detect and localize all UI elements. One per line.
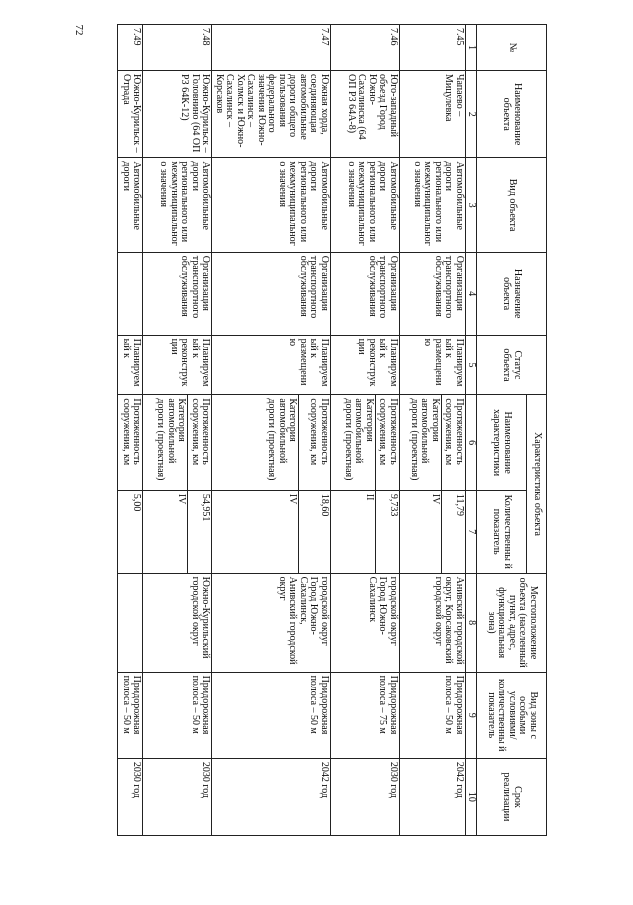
row-char1-name: Протяженность сооружения, км <box>188 395 212 490</box>
header-kind: Вид объекта <box>477 158 547 252</box>
row-zone: Придорожная полоса – 50 м <box>400 672 466 758</box>
row-name: Чапаево – Мицулевка <box>400 71 466 158</box>
row-char2-name: Категория автомобильной дороги (проектная) <box>143 395 188 490</box>
row-zone: Придорожная полоса – 50 м <box>212 672 331 758</box>
row-char1-value: 54,951 <box>188 490 212 573</box>
row-status: Планируем ый к реконструк ции <box>143 335 212 395</box>
row-char2-value: IV <box>400 490 442 573</box>
row-purpose: Организация транспортного обслуживания <box>400 252 466 335</box>
row-char1-name: Протяженность сооружения, км <box>299 395 331 490</box>
row-purpose: Организация транспортного обслуживания <box>212 252 331 335</box>
row-term: 2030 год <box>143 758 212 835</box>
row-status: Планируем ый к <box>118 335 143 395</box>
row-term: 2042 год <box>212 758 331 835</box>
row-name: Южно-Курильск – Головнино (64 ОП РЗ 64К-12) <box>143 71 212 158</box>
rotated-table-wrapper <box>121 24 547 836</box>
row-zone: Придорожная полоса – 75 м <box>331 672 400 758</box>
row-kind: Автомобильные дороги регионального или межмуниципального значения <box>331 158 400 252</box>
row-location <box>118 573 143 672</box>
col-number: 3 <box>466 158 477 252</box>
row-kind: Автомобильные дороги регионального или межмуниципального значения <box>212 158 331 252</box>
row-char2-value: II <box>331 490 376 573</box>
row-location: Анивский городской округ, Корсаковский городской округ <box>400 573 466 672</box>
table-row <box>299 25 331 836</box>
objects-table <box>118 24 548 836</box>
row-purpose: Организация транспортного обслуживания <box>143 252 212 335</box>
row-term: 2030 год <box>331 758 400 835</box>
page-number-text: 72 <box>73 24 85 36</box>
row-kind: Автомобильные дороги <box>118 158 143 252</box>
row-location: городской округ Город Южно-Сахалинск <box>331 573 400 672</box>
row-zone: Придорожная полоса – 50 м <box>118 672 143 758</box>
header-term: Срок реализации <box>477 758 547 835</box>
row-zone: Придорожная полоса – 50 м <box>143 672 212 758</box>
row-char1-name: Протяженность сооружения, км <box>442 395 466 490</box>
row-no: 7.48 <box>143 25 212 71</box>
row-no: 7.47 <box>212 25 331 71</box>
row-name: Южная хорда, соединяющая автомобильные дороги общего пользования федерального значения Южно-Сахалинск – Холмск и Южно-Сахалинск – Корсаков <box>212 71 331 158</box>
col-number: 8 <box>466 573 477 672</box>
row-name: Южно-Курильск – Отрада <box>118 71 143 158</box>
col-number: 5 <box>466 335 477 395</box>
row-status: Планируем ый к реконструк ции <box>331 335 400 395</box>
row-char1-value: 5,00 <box>118 490 143 573</box>
column-numbers-row <box>466 25 477 836</box>
header-purpose: Назначение объекта <box>477 252 547 335</box>
header-row-1 <box>527 25 547 836</box>
col-number: 2 <box>466 71 477 158</box>
col-number: 4 <box>466 252 477 335</box>
row-purpose <box>118 252 143 335</box>
row-char1-value: 9,733 <box>376 490 400 573</box>
table-row <box>442 25 466 836</box>
header-status: Статус объекта <box>477 335 547 395</box>
row-status: Планируем ый к размещени ю <box>212 335 331 395</box>
header-char-value: Количественны й показатель <box>477 490 527 573</box>
row-term: 2042 год <box>400 758 466 835</box>
row-kind: Автомобильные дороги регионального или межмуниципального значения <box>143 158 212 252</box>
row-char1-value: 11,79 <box>442 490 466 573</box>
table-row <box>376 25 400 836</box>
row-no: 7.49 <box>118 25 143 71</box>
row-term: 2030 год <box>118 758 143 835</box>
row-char2-name: Категория автомобильной дороги (проектная) <box>331 395 376 490</box>
col-number: 10 <box>466 758 477 835</box>
header-location: Местоположение объекта (населенный пункт, адрес, функциональная зона) <box>477 573 547 672</box>
row-location: городской округ Город Южно-Сахалинск, Анивский городской округ <box>212 573 331 672</box>
row-char2-value: IV <box>143 490 188 573</box>
row-status: Планируем ый к размещени ю <box>400 335 466 395</box>
col-number: 1 <box>466 25 477 71</box>
row-char2-name: Категория автомобильной дороги (проектная) <box>400 395 442 490</box>
row-no: 7.46 <box>331 25 400 71</box>
col-number: 9 <box>466 672 477 758</box>
row-char2-value: IV <box>212 490 299 573</box>
col-number: 6 <box>466 395 477 490</box>
table-row <box>118 25 143 836</box>
row-no: 7.45 <box>400 25 466 71</box>
row-kind: Автомобильные дороги регионального или межмуниципального значения <box>400 158 466 252</box>
row-char1-name: Протяженность сооружения, км <box>376 395 400 490</box>
row-name: Юго-западный объезд Город Южно-Сахалинска (64 ОП РЗ 64А-8) <box>331 71 400 158</box>
row-char1-value: 18,60 <box>299 490 331 573</box>
col-number: 7 <box>466 490 477 573</box>
header-no: № <box>477 25 547 71</box>
page-number <box>69 22 85 40</box>
row-purpose: Организация транспортного обслуживания <box>331 252 400 335</box>
row-char1-name: Протяженность сооружения, км <box>118 395 143 490</box>
row-char2-name: Категория автомобильной дороги (проектная) <box>212 395 299 490</box>
header-char-name: Наименование характеристики <box>477 395 527 490</box>
header-characteristics: Характеристика объекта <box>527 395 547 573</box>
header-name: Наименование объекта <box>477 71 547 158</box>
header-zone: Вид зоны с особыми условиями/ количественны й показатель <box>477 672 547 758</box>
table-row <box>188 25 212 836</box>
row-location: Южно-Курильский городской округ <box>143 573 212 672</box>
